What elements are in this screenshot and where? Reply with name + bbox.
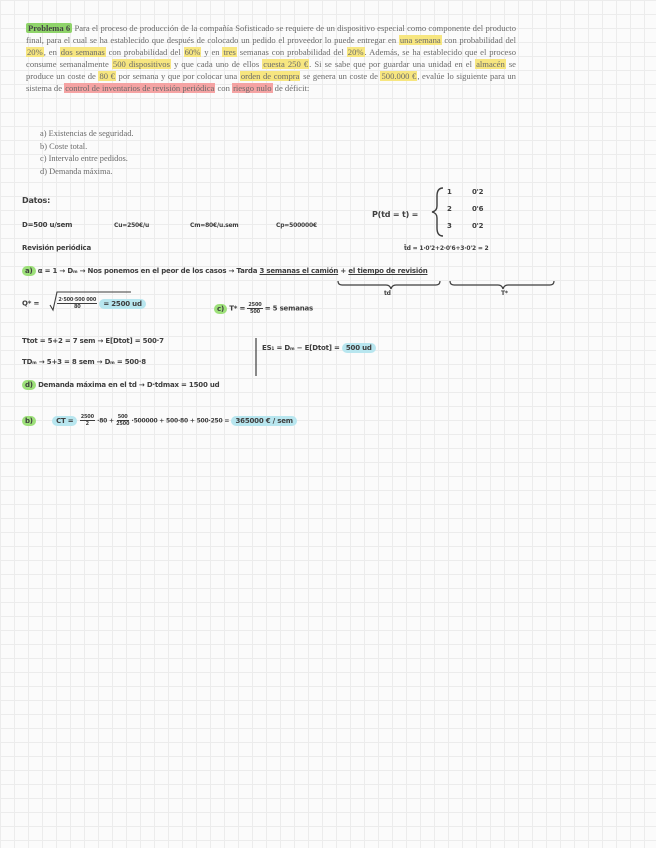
datos-heading: Datos: bbox=[22, 196, 51, 205]
ct-denominator-2: 2500 bbox=[116, 421, 130, 427]
prob-row-t: 1 bbox=[447, 188, 452, 196]
ct-result: 365000 € / sem bbox=[231, 416, 296, 426]
ct-fraction-1 bbox=[80, 414, 95, 427]
question-item: d) Demanda máxima. bbox=[40, 166, 113, 176]
prob-row-t: 3 bbox=[447, 222, 452, 230]
statement-text: se produce un coste de bbox=[26, 59, 517, 82]
statement-text: con probabilidad del bbox=[441, 35, 516, 46]
statement-text: . Además, se ha establecido que el proceso consume semanalmente bbox=[26, 47, 516, 70]
c-lhs: T* = bbox=[229, 304, 246, 313]
ct-term-2: ·500000 + 500·80 + 500·250 = bbox=[131, 417, 230, 425]
ttot-line: Ttot = 5+2 = 7 sem → E[Dtot] = 500·7 bbox=[22, 337, 164, 345]
statement-text: con bbox=[215, 83, 233, 94]
q-fraction bbox=[57, 297, 97, 310]
highlight: almacén bbox=[476, 59, 505, 70]
ct-numerator-1: 2500 bbox=[80, 414, 94, 420]
problem-label: Problema 6 bbox=[28, 23, 71, 33]
ct-term-1: ·80 + bbox=[97, 417, 114, 425]
q-lhs: Q* = bbox=[22, 299, 40, 308]
highlight: 20% bbox=[347, 47, 364, 58]
highlight: tres bbox=[223, 47, 236, 58]
c-fraction bbox=[247, 302, 262, 315]
highlight: 80 € bbox=[99, 71, 115, 82]
part-b-line bbox=[22, 414, 297, 427]
statement-text: y que cada uno de ellos bbox=[170, 59, 263, 70]
highlight: 20% bbox=[27, 47, 43, 58]
underbrace-t-label: T* bbox=[501, 290, 508, 297]
part-d-text: Demanda máxima en el td → D·tdmax = 1500 ud bbox=[38, 381, 220, 389]
part-d-line bbox=[22, 381, 219, 389]
mean-lead-time: t̄d = 1·0'2+2·0'6+3·0'2 = 2 bbox=[404, 245, 489, 252]
q-numerator: 2·500·500 000 bbox=[58, 297, 97, 303]
part-a-line bbox=[22, 267, 428, 275]
statement-text: , evalúe lo siguiente para un sistema de bbox=[26, 71, 516, 94]
underbrace-td-label: td bbox=[384, 290, 391, 297]
statement-text: y en bbox=[201, 47, 223, 58]
part-a-plus: + bbox=[340, 267, 347, 275]
prob-row-t: 2 bbox=[447, 205, 452, 213]
prob-row-p: 0'6 bbox=[472, 205, 484, 213]
part-a-badge: a) bbox=[22, 266, 36, 276]
unit-cost-value: Cu=250€/u bbox=[114, 222, 150, 229]
highlight: orden de compra bbox=[240, 71, 300, 82]
statement-text: de déficit: bbox=[272, 83, 310, 94]
statement-text: Para el proceso de producción de la compañía Sofisticado se requiere de un dispositivo especial como componente del producto final, para el cual se ha establecido que después de colocado un pedido el proveedor lo puede entregar en bbox=[26, 23, 516, 46]
part-d-badge: d) bbox=[22, 380, 36, 390]
part-a-lead-time: 3 semanas el camión bbox=[259, 267, 339, 275]
holding-cost-value: Cm=80€/u.sem bbox=[190, 222, 239, 229]
safety-stock-result: 500 ud bbox=[342, 343, 376, 353]
q-denominator: 80 bbox=[73, 304, 81, 310]
ct-label: CT = bbox=[52, 416, 77, 426]
part-b-badge: b) bbox=[22, 416, 36, 426]
highlight: control de inventarios de revisión periódica bbox=[65, 83, 215, 94]
highlight: riesgo nulo bbox=[233, 83, 272, 94]
probability-lhs: P(td = t) = bbox=[372, 210, 419, 219]
statement-text: por semana y que por colocar una bbox=[115, 71, 240, 82]
statement-text: semanas con probabilidad del bbox=[236, 47, 347, 58]
ct-denominator-1: 2 bbox=[85, 421, 89, 427]
tm-line: TDₘ → 5+3 = 8 sem → Dₘ = 500·8 bbox=[22, 358, 146, 366]
safety-stock-formula: ES₁ = Dₘ − E[Dtot] = bbox=[262, 344, 340, 352]
order-cost-value: Cp=500000€ bbox=[276, 222, 317, 229]
safety-stock-line bbox=[262, 344, 376, 352]
question-item: c) Intervalo entre pedidos. bbox=[40, 154, 128, 164]
highlight: 500 dispositivos bbox=[112, 59, 170, 70]
part-a-text: α = 1 → Dₘ → Nos ponemos en el peor de los casos → Tarda bbox=[37, 267, 258, 275]
c-denominator: 500 bbox=[250, 309, 260, 315]
part-a-review-time: el tiempo de revisión bbox=[348, 267, 428, 275]
prob-row-p: 0'2 bbox=[472, 222, 484, 230]
statement-text: se genera un coste de bbox=[300, 71, 381, 82]
ct-numerator-2: 500 bbox=[117, 414, 128, 420]
demand-value: D=500 u/sem bbox=[22, 221, 73, 229]
statement-text: , en bbox=[43, 47, 60, 58]
c-result: = 5 semanas bbox=[264, 304, 313, 313]
q-result: = 2500 ud bbox=[99, 299, 145, 309]
question-item: a) Existencias de seguridad. bbox=[40, 129, 134, 138]
q-formula bbox=[22, 297, 146, 310]
highlight: 60% bbox=[184, 47, 201, 58]
part-c-line bbox=[214, 302, 313, 315]
highlight: dos semanas bbox=[60, 47, 105, 58]
ct-fraction-2 bbox=[116, 414, 129, 427]
revision-heading: Revisión periódica bbox=[22, 244, 91, 252]
highlight: 500.000 € bbox=[381, 71, 417, 82]
c-numerator: 2500 bbox=[248, 302, 262, 308]
statement-text: con probabilidad del bbox=[105, 47, 184, 58]
part-c-badge: c) bbox=[214, 304, 227, 314]
question-item: b) Coste total. bbox=[40, 141, 88, 151]
statement-text: . Si se sabe que por guardar una unidad en el bbox=[309, 59, 476, 70]
highlight: una semana bbox=[399, 35, 441, 46]
prob-row-p: 0'2 bbox=[472, 188, 484, 196]
highlight: cuesta 250 € bbox=[263, 59, 309, 70]
